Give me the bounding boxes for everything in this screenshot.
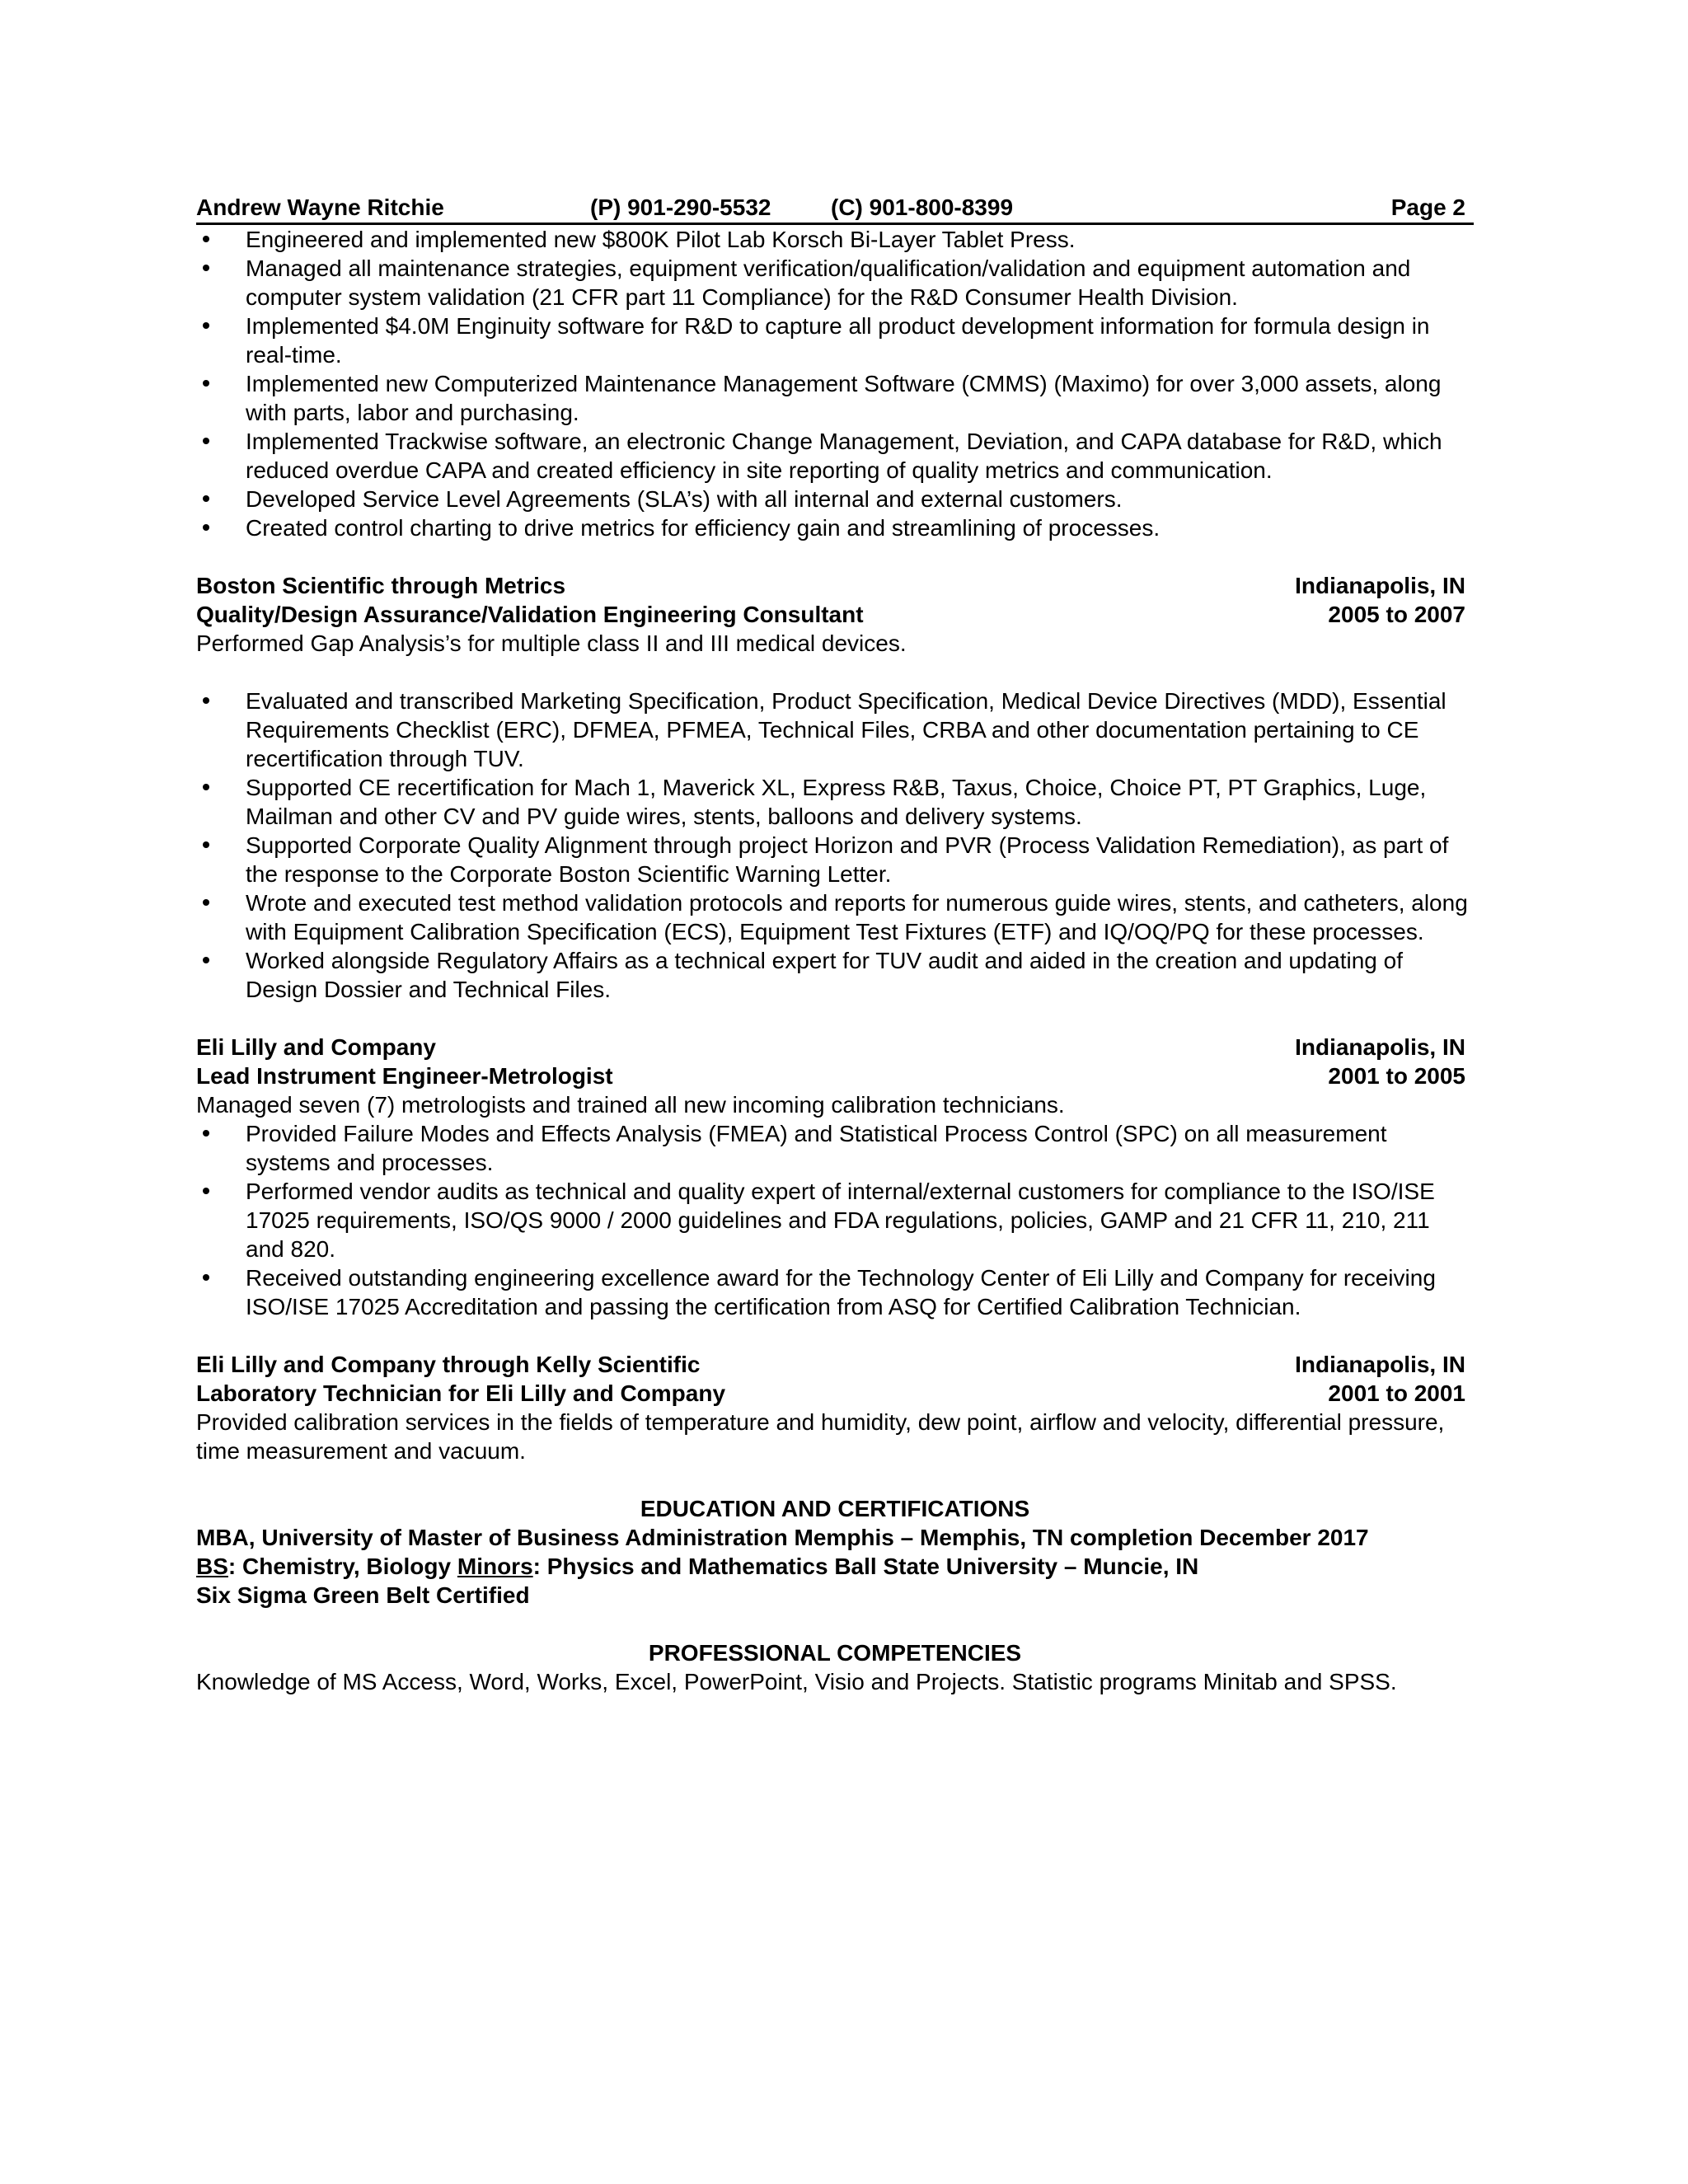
job-dates: 2001 to 2001 — [1328, 1380, 1465, 1406]
job-title-row — [196, 600, 1474, 629]
resume-content — [196, 193, 1474, 1696]
intro-bullet-list — [196, 225, 1474, 542]
job-company: Eli Lilly and Company — [196, 1034, 436, 1060]
bullet-item: Implemented Trackwise software, an electronic Change Management, Deviation, and CAPA database for R&D, which reduced overdue CAPA and created efficiency in site reporting of quality metrics and communication. — [196, 427, 1474, 485]
job-bullet-list — [196, 687, 1474, 1004]
job-location: Indianapolis, IN — [1295, 1352, 1465, 1377]
education-mba: MBA, University of Master of Business Administration Memphis – Memphis, TN completion December 2017 — [196, 1525, 1369, 1550]
job-company-row — [196, 1033, 1474, 1062]
header-page-number: Page 2 — [1390, 194, 1465, 220]
job-eli-lilly — [196, 1033, 1474, 1321]
minors-text: : Physics and Mathematics Ball State University – Muncie, IN — [532, 1554, 1199, 1579]
job-location: Indianapolis, IN — [1295, 1034, 1465, 1060]
competencies-heading: PROFESSIONAL COMPETENCIES — [648, 1640, 1022, 1666]
bs-label: BS — [196, 1554, 228, 1579]
job-summary: Provided calibration services in the fields of temperature and humidity, dew point, airflow and velocity, differential pressure, time measurement and vacuum. — [196, 1409, 1445, 1464]
job-title: Quality/Design Assurance/Validation Engineering Consultant — [196, 602, 864, 627]
bullet-item: Supported Corporate Quality Alignment through project Horizon and PVR (Process Validation Remediation), as part of the response to the Corporate Boston Scientific Warning Letter. — [196, 831, 1474, 888]
bullet-item: Created control charting to drive metrics for efficiency gain and streamlining of processes. — [196, 513, 1474, 542]
job-dates: 2001 to 2005 — [1328, 1063, 1465, 1089]
bullet-item: Engineered and implemented new $800K Pilot Lab Korsch Bi-Layer Tablet Press. — [196, 225, 1474, 254]
bullet-item: Provided Failure Modes and Effects Analysis (FMEA) and Statistical Process Control (SPC) on all measurement systems and processes. — [196, 1119, 1474, 1177]
job-title-row — [196, 1062, 1474, 1090]
bullet-item: Performed vendor audits as technical and quality expert of internal/external customers for compliance to the ISO/ISE 17025 requirements, ISO/QS 9000 / 2000 guidelines and FDA regulations, policies, GAMP and 21 CFR 11, 210, 211 and 820. — [196, 1177, 1474, 1263]
bullet-item: Managed all maintenance strategies, equipment verification/qualification/validation and equipment automation and computer system validation (21 CFR part 11 Compliance) for the R&D Consumer Health Division. — [196, 254, 1474, 312]
job-summary: Managed seven (7) metrologists and trained all new incoming calibration technicians. — [196, 1092, 1065, 1118]
bullet-item: Developed Service Level Agreements (SLA’s) with all internal and external customers. — [196, 485, 1474, 513]
job-company: Eli Lilly and Company through Kelly Scientific — [196, 1352, 701, 1377]
job-bullet-list — [196, 1119, 1474, 1321]
bullet-item: Evaluated and transcribed Marketing Specification, Product Specification, Medical Device Directives (MDD), Essential Requirements Checklist (ERC), DFMEA, PFMEA, Technical Files, CRBA and other documentation pertaining to CE recertification through TUV. — [196, 687, 1474, 773]
education-bs — [196, 1552, 1474, 1581]
bs-text: : Chemistry, Biology — [227, 1554, 457, 1579]
education-section — [196, 1494, 1474, 1610]
job-title: Lead Instrument Engineer-Metrologist — [196, 1063, 613, 1089]
bullet-item: Implemented $4.0M Enginuity software for R&D to capture all product development information for formula design in real-time. — [196, 312, 1474, 369]
education-certification: Six Sigma Green Belt Certified — [196, 1582, 530, 1608]
job-location: Indianapolis, IN — [1295, 573, 1465, 598]
bullet-item: Implemented new Computerized Maintenance Management Software (CMMS) (Maximo) for over 3,000 assets, along with parts, labor and purchasing. — [196, 369, 1474, 427]
job-company-row — [196, 1350, 1474, 1379]
bullet-item: Received outstanding engineering excellence award for the Technology Center of Eli Lilly and Company for receiving ISO/ISE 17025 Accreditation and passing the certification from ASQ for Certified Calibration Technician. — [196, 1263, 1474, 1321]
page-header — [196, 193, 1474, 225]
job-company: Boston Scientific through Metrics — [196, 573, 566, 598]
job-title-row — [196, 1379, 1474, 1408]
job-kelly-scientific — [196, 1350, 1474, 1465]
education-heading: EDUCATION AND CERTIFICATIONS — [640, 1496, 1030, 1521]
competencies-section — [196, 1638, 1474, 1696]
header-cell: (C) 901-800-8399 — [831, 194, 1014, 220]
competencies-text: Knowledge of MS Access, Word, Works, Excel, PowerPoint, Visio and Projects. Statistic programs Minitab and SPSS. — [196, 1669, 1397, 1694]
job-title: Laboratory Technician for Eli Lilly and Company — [196, 1380, 726, 1406]
bullet-item: Supported CE recertification for Mach 1, Maverick XL, Express R&B, Taxus, Choice, Choice PT, PT Graphics, Luge, Mailman and other CV and PV guide wires, stents, balloons and delivery systems. — [196, 773, 1474, 831]
header-name: Andrew Wayne Ritchie — [196, 194, 444, 220]
job-dates: 2005 to 2007 — [1328, 602, 1465, 627]
minors-label: Minors — [457, 1554, 533, 1579]
job-summary: Performed Gap Analysis’s for multiple class II and III medical devices. — [196, 630, 907, 656]
bullet-item: Worked alongside Regulatory Affairs as a technical expert for TUV audit and aided in the creation and updating of Design Dossier and Technical Files. — [196, 946, 1474, 1004]
job-boston-scientific — [196, 571, 1474, 1004]
job-company-row — [196, 571, 1474, 600]
header-phone: (P) 901-290-5532 — [590, 194, 771, 220]
bullet-item: Wrote and executed test method validation protocols and reports for numerous guide wires, stents, and catheters, along with Equipment Calibration Specification (ECS), Equipment Test Fixtures (ETF) and IQ/OQ/PQ for these processes. — [196, 888, 1474, 946]
